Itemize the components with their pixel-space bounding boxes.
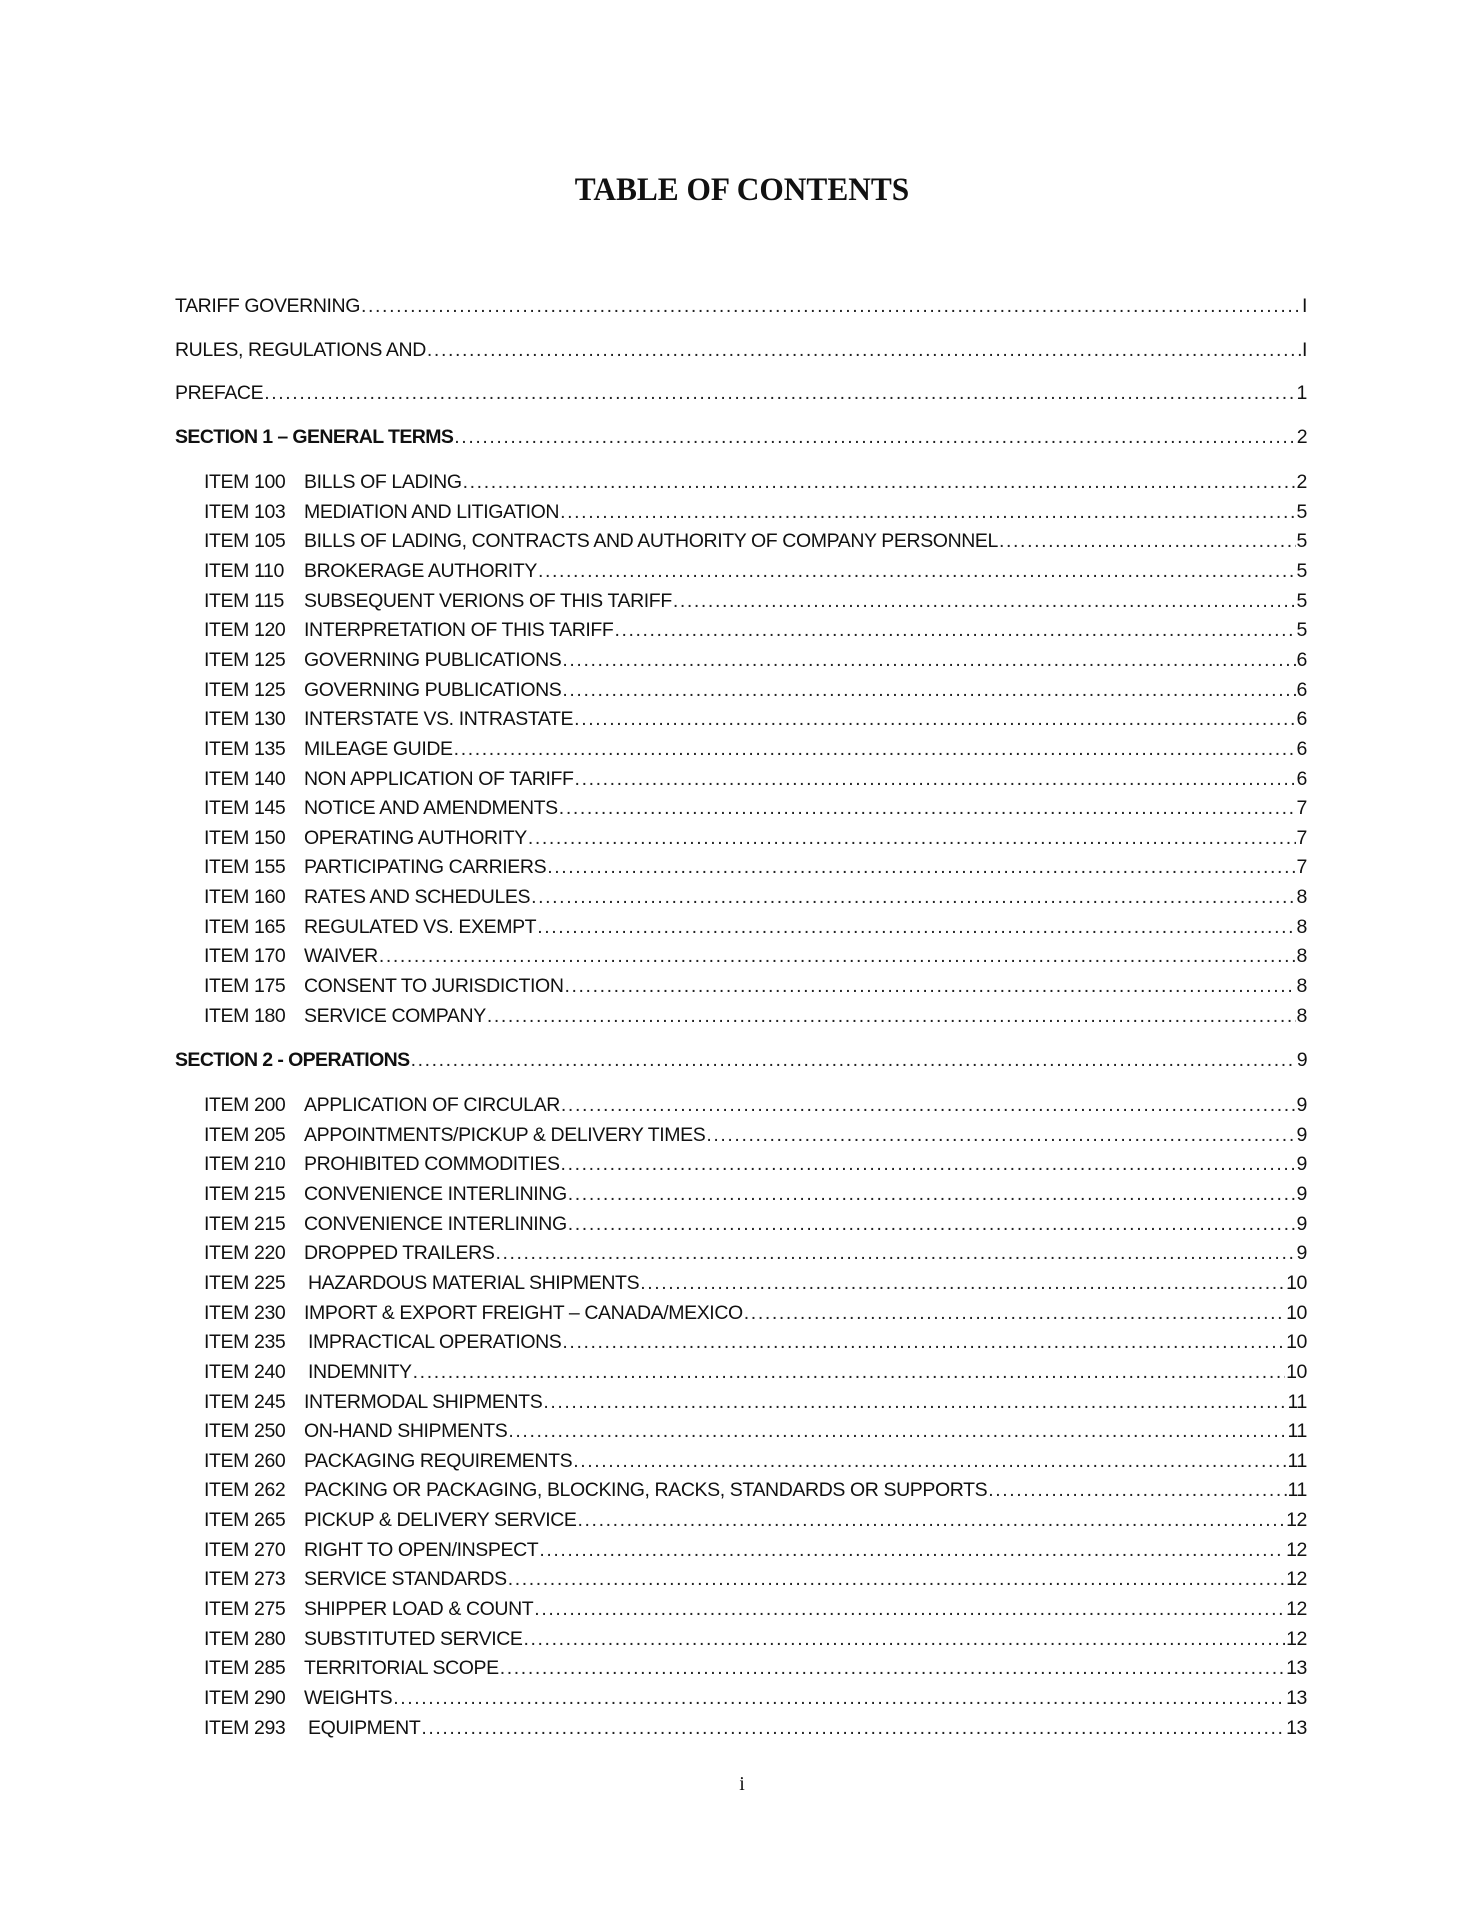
toc-entry-front-matter[interactable] [175, 380, 1307, 406]
item-number: ITEM 225 [204, 1272, 286, 1294]
entry-label: PACKING OR PACKAGING, BLOCKING, RACKS, STANDARDS OR SUPPORTS [304, 1479, 988, 1501]
toc-item-entry[interactable] [175, 914, 1307, 940]
toc-item-entry[interactable] [175, 1566, 1307, 1592]
dot-leader [568, 1181, 1296, 1207]
dot-leader [264, 380, 1295, 406]
entry-label: IMPRACTICAL OPERATIONS [308, 1331, 562, 1353]
item-number: ITEM 235 [204, 1331, 286, 1353]
item-number: ITEM 240 [204, 1361, 286, 1383]
item-number: ITEM 200 [204, 1094, 286, 1116]
toc-item-entry[interactable] [175, 736, 1307, 762]
entry-label: APPLICATION OF CIRCULAR [304, 1094, 560, 1116]
dot-leader [427, 337, 1301, 363]
page-ref: 5 [1296, 530, 1307, 552]
dot-leader [561, 1151, 1296, 1177]
page-ref: 13 [1286, 1687, 1307, 1709]
toc-item-entry[interactable] [175, 943, 1307, 969]
page-ref: I [1301, 295, 1307, 317]
dot-leader [562, 647, 1295, 673]
toc-item-entry[interactable] [175, 469, 1307, 495]
entry-label: GOVERNING PUBLICATIONS [304, 649, 562, 671]
page-ref: 9 [1296, 1242, 1307, 1264]
toc-item-entry[interactable] [175, 1715, 1307, 1741]
toc-item-entry[interactable] [175, 1270, 1307, 1296]
dot-leader [539, 1537, 1285, 1563]
dot-leader [379, 943, 1296, 969]
item-number: ITEM 165 [204, 916, 286, 938]
item-number: ITEM 150 [204, 827, 286, 849]
entry-label: ON-HAND SHIPMENTS [304, 1420, 508, 1442]
item-number: ITEM 245 [204, 1391, 286, 1413]
page-ref: 13 [1286, 1717, 1307, 1739]
entry-label: OPERATING AUTHORITY [304, 827, 527, 849]
toc-item-entry[interactable] [175, 677, 1307, 703]
item-number: ITEM 125 [204, 679, 286, 701]
item-number: ITEM 145 [204, 797, 286, 819]
dot-leader [537, 914, 1295, 940]
entry-label: BROKERAGE AUTHORITY [304, 560, 537, 582]
item-number: ITEM 273 [204, 1568, 286, 1590]
page-ref: 12 [1286, 1568, 1307, 1590]
page-ref: 12 [1286, 1598, 1307, 1620]
page-ref: 8 [1296, 945, 1307, 967]
toc-item-entry[interactable] [175, 1389, 1307, 1415]
item-number: ITEM 285 [204, 1657, 286, 1679]
page-ref: 8 [1296, 975, 1307, 997]
entry-label: MILEAGE GUIDE [304, 738, 453, 760]
entry-label: SECTION 1 – GENERAL TERMS [175, 426, 454, 448]
entry-label: BILLS OF LADING [304, 471, 462, 493]
entry-label: SERVICE STANDARDS [304, 1568, 507, 1590]
entry-label: DROPPED TRAILERS [304, 1242, 495, 1264]
dot-leader [531, 884, 1295, 910]
item-number: ITEM 215 [204, 1213, 286, 1235]
dot-leader [573, 1448, 1286, 1474]
dot-leader [421, 1715, 1285, 1741]
dot-leader [411, 1047, 1296, 1073]
entry-label: NOTICE AND AMENDMENTS [304, 797, 558, 819]
dot-leader [528, 825, 1296, 851]
item-number: ITEM 135 [204, 738, 286, 760]
page-ref: 6 [1296, 738, 1307, 760]
page-ref: 5 [1296, 619, 1307, 641]
entry-label: SHIPPER LOAD & COUNT [304, 1598, 534, 1620]
entry-label: RULES, REGULATIONS AND [175, 339, 426, 361]
toc-item-entry[interactable] [175, 1211, 1307, 1237]
item-number: ITEM 250 [204, 1420, 286, 1442]
toc-item-entry[interactable] [175, 528, 1307, 554]
entry-label: SECTION 2 - OPERATIONS [175, 1049, 410, 1071]
page-ref: 10 [1286, 1302, 1307, 1324]
dot-leader [640, 1270, 1285, 1296]
toc-item-entry[interactable] [175, 1003, 1307, 1029]
page-number: i [739, 1773, 745, 1795]
dot-leader [508, 1566, 1285, 1592]
toc-item-entry[interactable] [175, 1329, 1307, 1355]
item-number: ITEM 262 [204, 1479, 286, 1501]
dot-leader [614, 617, 1295, 643]
toc-item-entry[interactable] [175, 1448, 1307, 1474]
toc-item-entry[interactable] [175, 1122, 1307, 1148]
entry-label: RATES AND SCHEDULES [304, 886, 531, 908]
toc-item-entry[interactable] [175, 1151, 1307, 1177]
item-number: ITEM 290 [204, 1687, 286, 1709]
dot-leader [487, 1003, 1296, 1029]
dot-leader [673, 588, 1296, 614]
dot-leader [560, 499, 1295, 525]
toc-item-entry[interactable] [175, 1596, 1307, 1622]
dot-leader [568, 1211, 1296, 1237]
item-number: ITEM 180 [204, 1005, 286, 1027]
toc-item-entry[interactable] [175, 1655, 1307, 1681]
toc-item-entry[interactable] [175, 795, 1307, 821]
toc-item-entry[interactable] [175, 1181, 1307, 1207]
page-title: TABLE OF CONTENTS [574, 172, 910, 208]
page-ref: 6 [1296, 649, 1307, 671]
toc-item-entry[interactable] [175, 766, 1307, 792]
dot-leader [562, 1329, 1285, 1355]
item-number: ITEM 293 [204, 1717, 286, 1739]
page-ref: 7 [1296, 827, 1307, 849]
page-ref: 2 [1296, 471, 1307, 493]
page-ref: 9 [1296, 1153, 1307, 1175]
toc-item-entry[interactable] [175, 973, 1307, 999]
entry-label: INDEMNITY [308, 1361, 412, 1383]
entry-label: PARTICIPATING CARRIERS [304, 856, 547, 878]
toc-item-entry[interactable] [175, 854, 1307, 880]
dot-leader [575, 766, 1296, 792]
dot-leader [361, 293, 1301, 319]
toc-item-entry[interactable] [175, 617, 1307, 643]
page-ref: 9 [1296, 1183, 1307, 1205]
page-ref: 10 [1286, 1361, 1307, 1383]
toc-item-entry[interactable] [175, 1092, 1307, 1118]
entry-label: CONVENIENCE INTERLINING [304, 1183, 567, 1205]
dot-leader [574, 706, 1295, 732]
toc-item-entry[interactable] [175, 825, 1307, 851]
dot-leader [999, 528, 1296, 554]
page-ref: 7 [1296, 797, 1307, 819]
entry-label: NON APPLICATION OF TARIFF [304, 768, 574, 790]
toc-item-entry[interactable] [175, 884, 1307, 910]
entry-label: PREFACE [175, 382, 264, 404]
page-ref: 6 [1296, 679, 1307, 701]
item-number: ITEM 220 [204, 1242, 286, 1264]
dot-leader [543, 1389, 1286, 1415]
entry-label: WAIVER [304, 945, 378, 967]
dot-leader [463, 469, 1296, 495]
page-ref: 9 [1296, 1124, 1307, 1146]
page-ref: 9 [1296, 1049, 1307, 1071]
page-ref: 8 [1296, 916, 1307, 938]
entry-label: EQUIPMENT [308, 1717, 421, 1739]
item-number: ITEM 125 [204, 649, 286, 671]
toc-item-entry[interactable] [175, 647, 1307, 673]
toc-item-entry[interactable] [175, 1300, 1307, 1326]
item-number: ITEM 275 [204, 1598, 286, 1620]
dot-leader [565, 973, 1296, 999]
toc-entry-front-matter[interactable] [175, 337, 1307, 363]
item-number: ITEM 280 [204, 1628, 286, 1650]
item-number: ITEM 120 [204, 619, 286, 641]
entry-label: WEIGHTS [304, 1687, 393, 1709]
dot-leader [495, 1240, 1295, 1266]
entry-label: INTERMODAL SHIPMENTS [304, 1391, 543, 1413]
toc-item-entry[interactable] [175, 588, 1307, 614]
toc-item-entry[interactable] [175, 1477, 1307, 1503]
item-number: ITEM 115 [204, 590, 284, 612]
item-number: ITEM 103 [204, 501, 286, 523]
toc-item-entry[interactable] [175, 1359, 1307, 1385]
item-number: ITEM 160 [204, 886, 286, 908]
entry-label: IMPORT & EXPORT FREIGHT – CANADA/MEXICO [304, 1302, 743, 1324]
entry-label: CONVENIENCE INTERLINING [304, 1213, 567, 1235]
toc-item-entry[interactable] [175, 499, 1307, 525]
page-ref: 10 [1286, 1331, 1307, 1353]
toc-entry-front-matter[interactable] [175, 293, 1307, 319]
page-ref: 9 [1296, 1213, 1307, 1235]
item-number: ITEM 130 [204, 708, 286, 730]
item-number: ITEM 210 [204, 1153, 286, 1175]
toc-section-heading[interactable] [175, 424, 1307, 450]
entry-label: SERVICE COMPANY [304, 1005, 486, 1027]
page-ref: 9 [1296, 1094, 1307, 1116]
dot-leader [578, 1507, 1286, 1533]
toc-item-entry[interactable] [175, 1626, 1307, 1652]
toc-item-entry[interactable] [175, 1685, 1307, 1711]
page-ref: 8 [1296, 886, 1307, 908]
page-ref: 8 [1296, 1005, 1307, 1027]
page-ref: 5 [1296, 590, 1307, 612]
item-number: ITEM 155 [204, 856, 286, 878]
page-ref: 12 [1286, 1539, 1307, 1561]
entry-label: PICKUP & DELIVERY SERVICE [304, 1509, 577, 1531]
entry-label: CONSENT TO JURISDICTION [304, 975, 564, 997]
dot-leader [413, 1359, 1285, 1385]
item-number: ITEM 205 [204, 1124, 286, 1146]
toc-item-entry[interactable] [175, 1537, 1307, 1563]
item-number: ITEM 230 [204, 1302, 286, 1324]
dot-leader [559, 795, 1296, 821]
page-ref: 6 [1296, 708, 1307, 730]
dot-leader [534, 1596, 1285, 1622]
toc-item-entry[interactable] [175, 1507, 1307, 1533]
item-number: ITEM 260 [204, 1450, 286, 1472]
page-ref: 6 [1296, 768, 1307, 790]
entry-label: INTERPRETATION OF THIS TARIFF [304, 619, 614, 641]
item-number: ITEM 170 [204, 945, 286, 967]
entry-label: PROHIBITED COMMODITIES [304, 1153, 560, 1175]
page-ref: 2 [1296, 426, 1307, 448]
item-number: ITEM 215 [204, 1183, 286, 1205]
item-number: ITEM 270 [204, 1539, 286, 1561]
dot-leader [547, 854, 1295, 880]
toc-item-entry[interactable] [175, 1240, 1307, 1266]
page-ref: 11 [1287, 1391, 1307, 1413]
dot-leader [706, 1122, 1295, 1148]
page-ref: 11 [1287, 1450, 1307, 1472]
page-ref: 10 [1286, 1272, 1307, 1294]
toc-section-heading[interactable] [175, 1047, 1307, 1073]
item-number: ITEM 100 [204, 471, 286, 493]
entry-label: TERRITORIAL SCOPE [304, 1657, 499, 1679]
dot-leader [562, 677, 1295, 703]
dot-leader [500, 1655, 1285, 1681]
page-ref: 7 [1296, 856, 1307, 878]
dot-leader [454, 736, 1296, 762]
entry-label: REGULATED VS. EXEMPT [304, 916, 537, 938]
entry-label: HAZARDOUS MATERIAL SHIPMENTS [308, 1272, 640, 1294]
entry-label: RIGHT TO OPEN/INSPECT [304, 1539, 539, 1561]
item-number: ITEM 175 [204, 975, 286, 997]
dot-leader [454, 424, 1295, 450]
page-ref: 13 [1286, 1657, 1307, 1679]
entry-label: PACKAGING REQUIREMENTS [304, 1450, 573, 1472]
toc-item-entry[interactable] [175, 558, 1307, 584]
entry-label: BILLS OF LADING, CONTRACTS AND AUTHORITY OF COMPANY PERSONNEL [304, 530, 998, 552]
dot-leader [524, 1626, 1286, 1652]
entry-label: SUBSTITUTED SERVICE [304, 1628, 523, 1650]
dot-leader [393, 1685, 1285, 1711]
item-number: ITEM 265 [204, 1509, 286, 1531]
entry-label: INTERSTATE VS. INTRASTATE [304, 708, 574, 730]
page-ref: 11 [1287, 1479, 1307, 1501]
item-number: ITEM 140 [204, 768, 286, 790]
dot-leader [508, 1418, 1286, 1444]
page-ref: I [1301, 339, 1307, 361]
item-number: ITEM 105 [204, 530, 286, 552]
dot-leader [538, 558, 1296, 584]
item-number: ITEM 110 [204, 560, 284, 582]
toc-item-entry[interactable] [175, 706, 1307, 732]
page-ref: 12 [1286, 1509, 1307, 1531]
page-ref: 1 [1296, 382, 1307, 404]
entry-label: APPOINTMENTS/PICKUP & DELIVERY TIMES [304, 1124, 706, 1146]
toc-item-entry[interactable] [175, 1418, 1307, 1444]
page-ref: 5 [1296, 560, 1307, 582]
entry-label: TARIFF GOVERNING [175, 295, 360, 317]
dot-leader [744, 1300, 1285, 1326]
dot-leader [988, 1477, 1286, 1503]
entry-label: GOVERNING PUBLICATIONS [304, 679, 562, 701]
entry-label: MEDIATION AND LITIGATION [304, 501, 560, 523]
page-ref: 5 [1296, 501, 1307, 523]
page-ref: 11 [1287, 1420, 1307, 1442]
entry-label: SUBSEQUENT VERIONS OF THIS TARIFF [304, 590, 672, 612]
dot-leader [561, 1092, 1296, 1118]
page-ref: 12 [1286, 1628, 1307, 1650]
